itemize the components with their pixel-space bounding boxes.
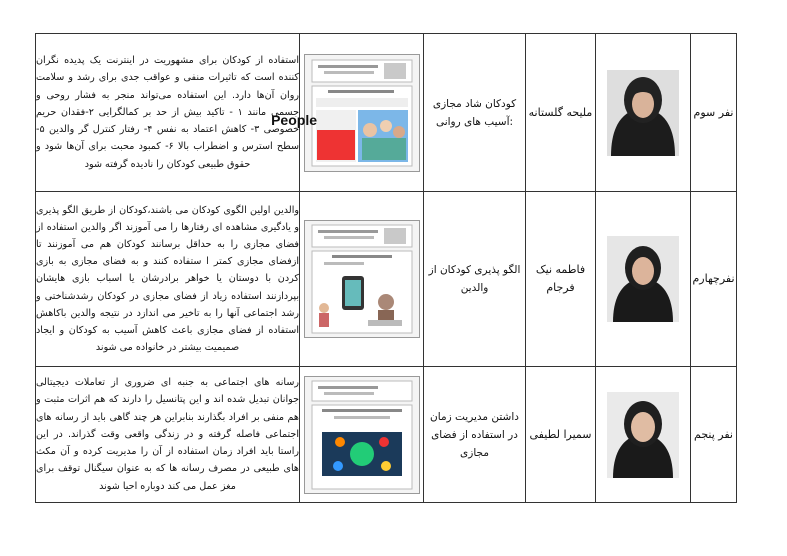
rank-cell: نفرچهارم xyxy=(691,192,737,367)
booklet-thumbnail xyxy=(304,220,420,338)
topic-cell: داشتن مدیریت زمان در استفاده از فضای مجازی xyxy=(424,367,526,503)
description-cell: رسانه های اجتماعی به جنبه ای ضروری از تعاملات دیجیتالی جوانان تبدیل شده اند و این پتانسیل را دارند که هم اثرات مثبت و هم منفی بر افراد بگذارند بنابراین هر چند گاهی باید از رسانه های اجتماعی فاصله گرفته و در زندگی واقعی وقت گذراند. در این راستا باید افراد زمان استفاده از آن را مدیریت کرده و آن مکث های طبیعی در مصرف رسانه ها که به عنوان سیگنال توقف برای مغز عمل می کند دوباره احیا شوند xyxy=(36,367,300,503)
name-cell: سمیرا لطیفی xyxy=(526,367,596,503)
magazine-title: People xyxy=(270,111,317,128)
booklet-thumbnail xyxy=(304,376,420,494)
description-cell: استفاده از کودکان برای مشهوریت در اینترنت یک پدیده نگران کننده است که تاثیرات منفی و عواقب جدی برای رشد و سلامت روان آن‌ها دارد. این استفاده می‌تواند منجر به فشار روحی و جسمی مانند ۱ - تاکید بیش از حد بر کمالگرایی ۲-فقدان حریم خصوصی ۳- کاهش اعتماد به نفس ۴- رفتار کنترل گر والدین ۵- سطح استرس و اضطراب بالا ۶- کمبود محبت برای آن‌ها شود و حقوق طبیعی کودکان را نادیده گرفته شود xyxy=(36,34,300,192)
photo-cell xyxy=(596,34,691,192)
portrait-photo xyxy=(607,70,679,156)
table-row xyxy=(36,192,737,367)
table-row xyxy=(36,367,737,503)
name-cell: ملیحه گلستانه xyxy=(526,34,596,192)
portrait-photo xyxy=(607,236,679,322)
thumbnail-cell xyxy=(300,367,424,503)
description-cell: والدین اولین الگوی کودکان می باشند،کودکان از طریق الگو پذیری و یادگیری مشاهده ای رفتارها را می آموزند اگر والدین استفاده از فضای مجازی را به حداقل برسانند کودکان هم می آموزنند تا ازفضای مجازی کمتر ا ستفاده کنند و به فضای مجازی به بازی کردن با دوستان یا خواهر برادرشان یا اسباب بازی هایشان بپردازنند استفاده زیاد از فضای مجازی در کودکان رشدشناختی و رشد اجتماعی آنها را به تاخیر می اندازد در نتیجه والدین باکاهش استفاده از فضای مجازی باعث کاهش آسیب به کودکان و ایجاد صمیمیت بیشتر در خانواده می شوند xyxy=(36,192,300,367)
topic-cell: الگو پذیری کودکان از والدین xyxy=(424,192,526,367)
name-cell: فاطمه نیک فرجام xyxy=(526,192,596,367)
photo-cell xyxy=(596,192,691,367)
thumbnail-cell xyxy=(270,34,424,192)
rank-cell: نفر پنجم xyxy=(691,367,737,503)
portrait-photo xyxy=(607,392,679,478)
rank-cell: نفر سوم xyxy=(691,34,737,192)
photo-cell xyxy=(596,367,691,503)
participants-table xyxy=(35,33,737,503)
topic-cell: کودکان شاد مجازی :آسیب های روانی xyxy=(424,34,526,192)
thumbnail-cell xyxy=(300,192,424,367)
booklet-thumbnail xyxy=(270,54,420,172)
table-row xyxy=(36,34,737,192)
